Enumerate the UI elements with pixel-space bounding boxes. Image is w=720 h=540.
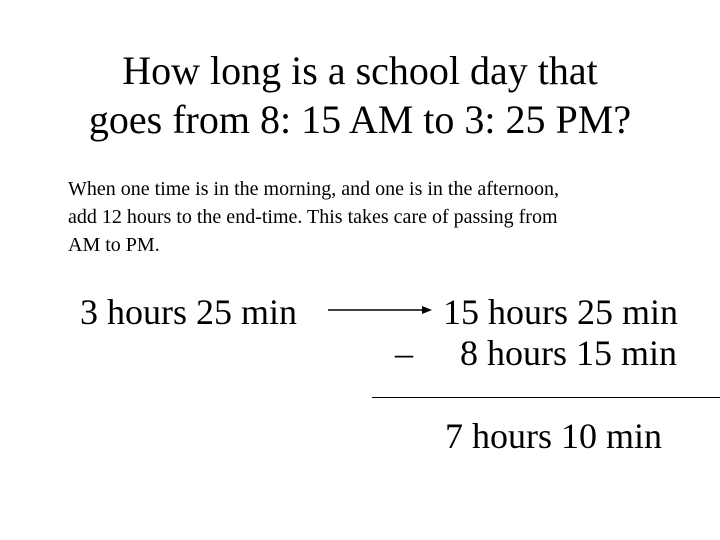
explanation-line-3: AM to PM.: [68, 234, 160, 256]
result-duration: 7 hours 10 min: [445, 416, 663, 456]
subtraction-rule: [372, 397, 720, 398]
original-end-time: 3 hours 25 min: [80, 292, 298, 332]
explanation-text: [68, 175, 688, 259]
slide-title: [0, 46, 720, 144]
conversion-arrow-icon: [328, 302, 432, 318]
converted-end-time: 15 hours 25 min: [443, 292, 679, 332]
explanation-line-1: When one time is in the morning, and one is in the afternoon,: [68, 178, 559, 200]
explanation-line-2: add 12 hours to the end-time. This takes care of passing from: [68, 206, 558, 228]
title-line-1: How long is a school day that: [122, 48, 598, 93]
minus-sign: –: [395, 333, 413, 373]
start-time: 8 hours 15 min: [460, 333, 678, 373]
title-line-2: goes from 8: 15 AM to 3: 25 PM?: [88, 97, 632, 142]
